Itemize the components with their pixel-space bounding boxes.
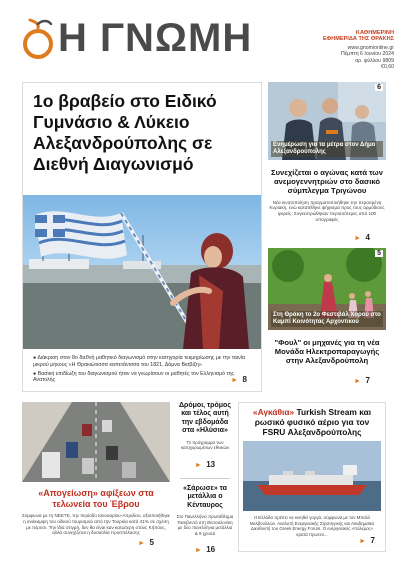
bottom-story-summary: Η Ελλάδα πρέπει να κινηθεί γοργά, σύμφωνα με τον Μπαλλ Μελβουλλών. Αναλυτή Ενεργειακής Στρατηγικής και Ακαδημαϊκό Διευθυντή του Greek Energy Forum. Ο ενεργειακός «πόλεμος» κρατά πρωτεύ... xyxy=(249,515,375,537)
page-number: 7 xyxy=(365,375,370,385)
masthead xyxy=(0,0,406,78)
divider xyxy=(180,478,230,479)
photo-page-number[interactable]: 5 xyxy=(377,250,381,257)
page-number: 4 xyxy=(365,232,370,242)
bottom-story-customs[interactable] xyxy=(22,402,170,552)
bottom-story-headline[interactable]: «Απογείωση» αφίξεων στα τελωνεία του Έβρου xyxy=(38,488,154,509)
page-number: 13 xyxy=(206,459,216,469)
main-headline[interactable]: 1ο βραβείο στο Ειδικό Γυμνάσιο & Λύκειο Αλεξανδρούπολης σε Διεθνή Διαγωνισμό xyxy=(33,91,217,174)
ship-illustration xyxy=(243,441,381,511)
page-number: 7 xyxy=(370,536,375,545)
arrow-right-icon: ► xyxy=(359,538,367,545)
bottom-story-gas[interactable] xyxy=(238,402,386,552)
side-story-page-ref[interactable] xyxy=(268,370,386,388)
arrow-right-icon: ► xyxy=(138,540,146,547)
masthead-info xyxy=(286,30,394,70)
brief-summary: Στο Πανελλήνιο πρωτάθλημα Ταεκβοντό στη Θεσσαλονίκη με δύο πανελλήνια μετάλλια & 9 χρυσά xyxy=(176,514,234,536)
brief-summary: Το πρόγραμμα των κατοχυρωμένων εθνικών xyxy=(180,439,230,451)
brief-headline[interactable]: «Σάρωσε» τα μετάλλια ο Κένταυρος xyxy=(183,484,227,509)
photo-page-number[interactable]: 6 xyxy=(377,84,381,91)
brief-ilysia[interactable] xyxy=(176,402,234,472)
page-number: 16 xyxy=(206,545,216,555)
main-caption-2: ● Βασική επιδίωξη του διαγωνισμού ήταν να γνωρίσουν οι μαθητές τον Ελληνισμό της Ανατολής xyxy=(33,370,235,384)
newspaper-title xyxy=(58,12,252,64)
girl-with-flag-illustration xyxy=(23,195,261,349)
lng-ship-photo xyxy=(243,441,381,511)
tagline-daily: ΚΑΘΗΜΕΡΙΝΗ xyxy=(355,30,394,36)
photo-caption: Στη Θράκη το 2ο Φεστιβάλ Χορού στο Καμπί Κοινότητας Αρχοντικού xyxy=(271,311,383,327)
side-story-summary: Νέα κινητοποίηση πραγματοποιήθηκε την περασμένη Κυριακή, ενώ κατατέθηκε ψήφισμα προς τους αρμόδιους φορείς. Συγκεντρώθηκαν περισσότερες από 100 υπογραφές xyxy=(269,199,385,222)
festival-photo xyxy=(268,248,386,330)
issue-number: αρ. φύλλου 9809 xyxy=(355,57,394,64)
bird-logo-icon xyxy=(20,14,56,62)
arrow-right-icon: ► xyxy=(194,547,202,555)
traffic-illustration xyxy=(22,402,170,482)
headline-highlight: «Αγκάθια» xyxy=(252,407,295,417)
brand-name: Η ΓΝΩΜΗ xyxy=(58,16,253,60)
tagline-thrace: ΕΦΗΜΕΡΙΔΑ ΤΗΣ ΘΡΑΚΗΣ xyxy=(322,36,394,43)
bullet-icon: ● xyxy=(33,370,37,377)
bottom-briefs xyxy=(176,402,234,555)
border-traffic-photo xyxy=(22,402,170,482)
bullet-icon: ● xyxy=(33,355,37,361)
main-caption xyxy=(33,355,255,386)
photo-caption: Ενημέρωση για τα μέτρα στον Δήμο Αλεξανδρούπολης xyxy=(271,141,383,157)
brief-page-ref[interactable] xyxy=(176,539,234,557)
main-photo xyxy=(23,195,261,349)
side-story-page-ref[interactable] xyxy=(268,227,386,245)
main-story[interactable] xyxy=(22,82,262,392)
main-caption-1: ● Διάκριση στον 8ο διεθνή μαθητικό διαγωνισμό στην κατηγορία τεκμηρίωσης με την ταινία μικρού μήκους «Η Θρακιώτισσα καπετάνισσα του 1821, Δόμνα Βισβίζη» xyxy=(33,355,246,368)
bottom-story-page-ref[interactable] xyxy=(359,530,375,548)
side-story-headline[interactable]: "Φουλ" οι μηχανές για τη νέα Μονάδα Ηλεκτροπαραγωγής στην Αλεξανδρούπολη xyxy=(274,338,380,366)
bottom-story-summary: Σύμφωνα με τη ΝΕΕΤΕ, την περίοδο Ιανουαρίου-Απριλίου, αξιοποιήθηκε η ανάκαμψη του οδικού τουρισμού από την Τουρκία κατά 41% σε σχέση με πέρυσι. Την ίδια στιγμή, δεν θα είναι καν κατώτερη στους Κήπους, αλλά συνεχίζεται η δυσκολία προσπέλασης xyxy=(22,513,170,536)
issue-date: Πέμπτη 6 Ιουνίου 2024 xyxy=(341,51,394,58)
side-story-wind-turbines[interactable] xyxy=(268,82,386,242)
bottom-story-page-ref[interactable] xyxy=(138,532,154,550)
page-number: 5 xyxy=(149,538,154,547)
main-page-ref[interactable] xyxy=(231,369,247,387)
website[interactable]: www.gnomionline.gr xyxy=(347,44,394,51)
side-story-power-plant[interactable] xyxy=(268,248,386,388)
brief-kentavros[interactable] xyxy=(176,485,234,558)
brief-page-ref[interactable] xyxy=(176,454,234,472)
headline-rest: Turkish Stream και ρωσικό φυσικό αέριο για τον FSRU Αλεξανδρούπολης xyxy=(254,407,372,437)
arrow-right-icon: ► xyxy=(354,377,362,385)
brief-headline[interactable]: Δρόμοι, τρόμος και τέλος αυτή την εβδομάδα στα «Ηλύσια» xyxy=(179,402,231,435)
arrow-right-icon: ► xyxy=(231,377,239,384)
arrow-right-icon: ► xyxy=(194,461,202,469)
meeting-photo xyxy=(268,82,386,160)
arrow-right-icon: ► xyxy=(354,234,362,242)
page-number: 8 xyxy=(242,375,247,384)
side-story-headline[interactable]: Συνεχίζεται ο αγώνας κατά των ανεμογεννητριών στο δασικό σύμπλεγμα Τριγώνου xyxy=(271,168,383,196)
bottom-story-headline[interactable] xyxy=(243,407,381,437)
price: €0,60 xyxy=(381,64,394,71)
